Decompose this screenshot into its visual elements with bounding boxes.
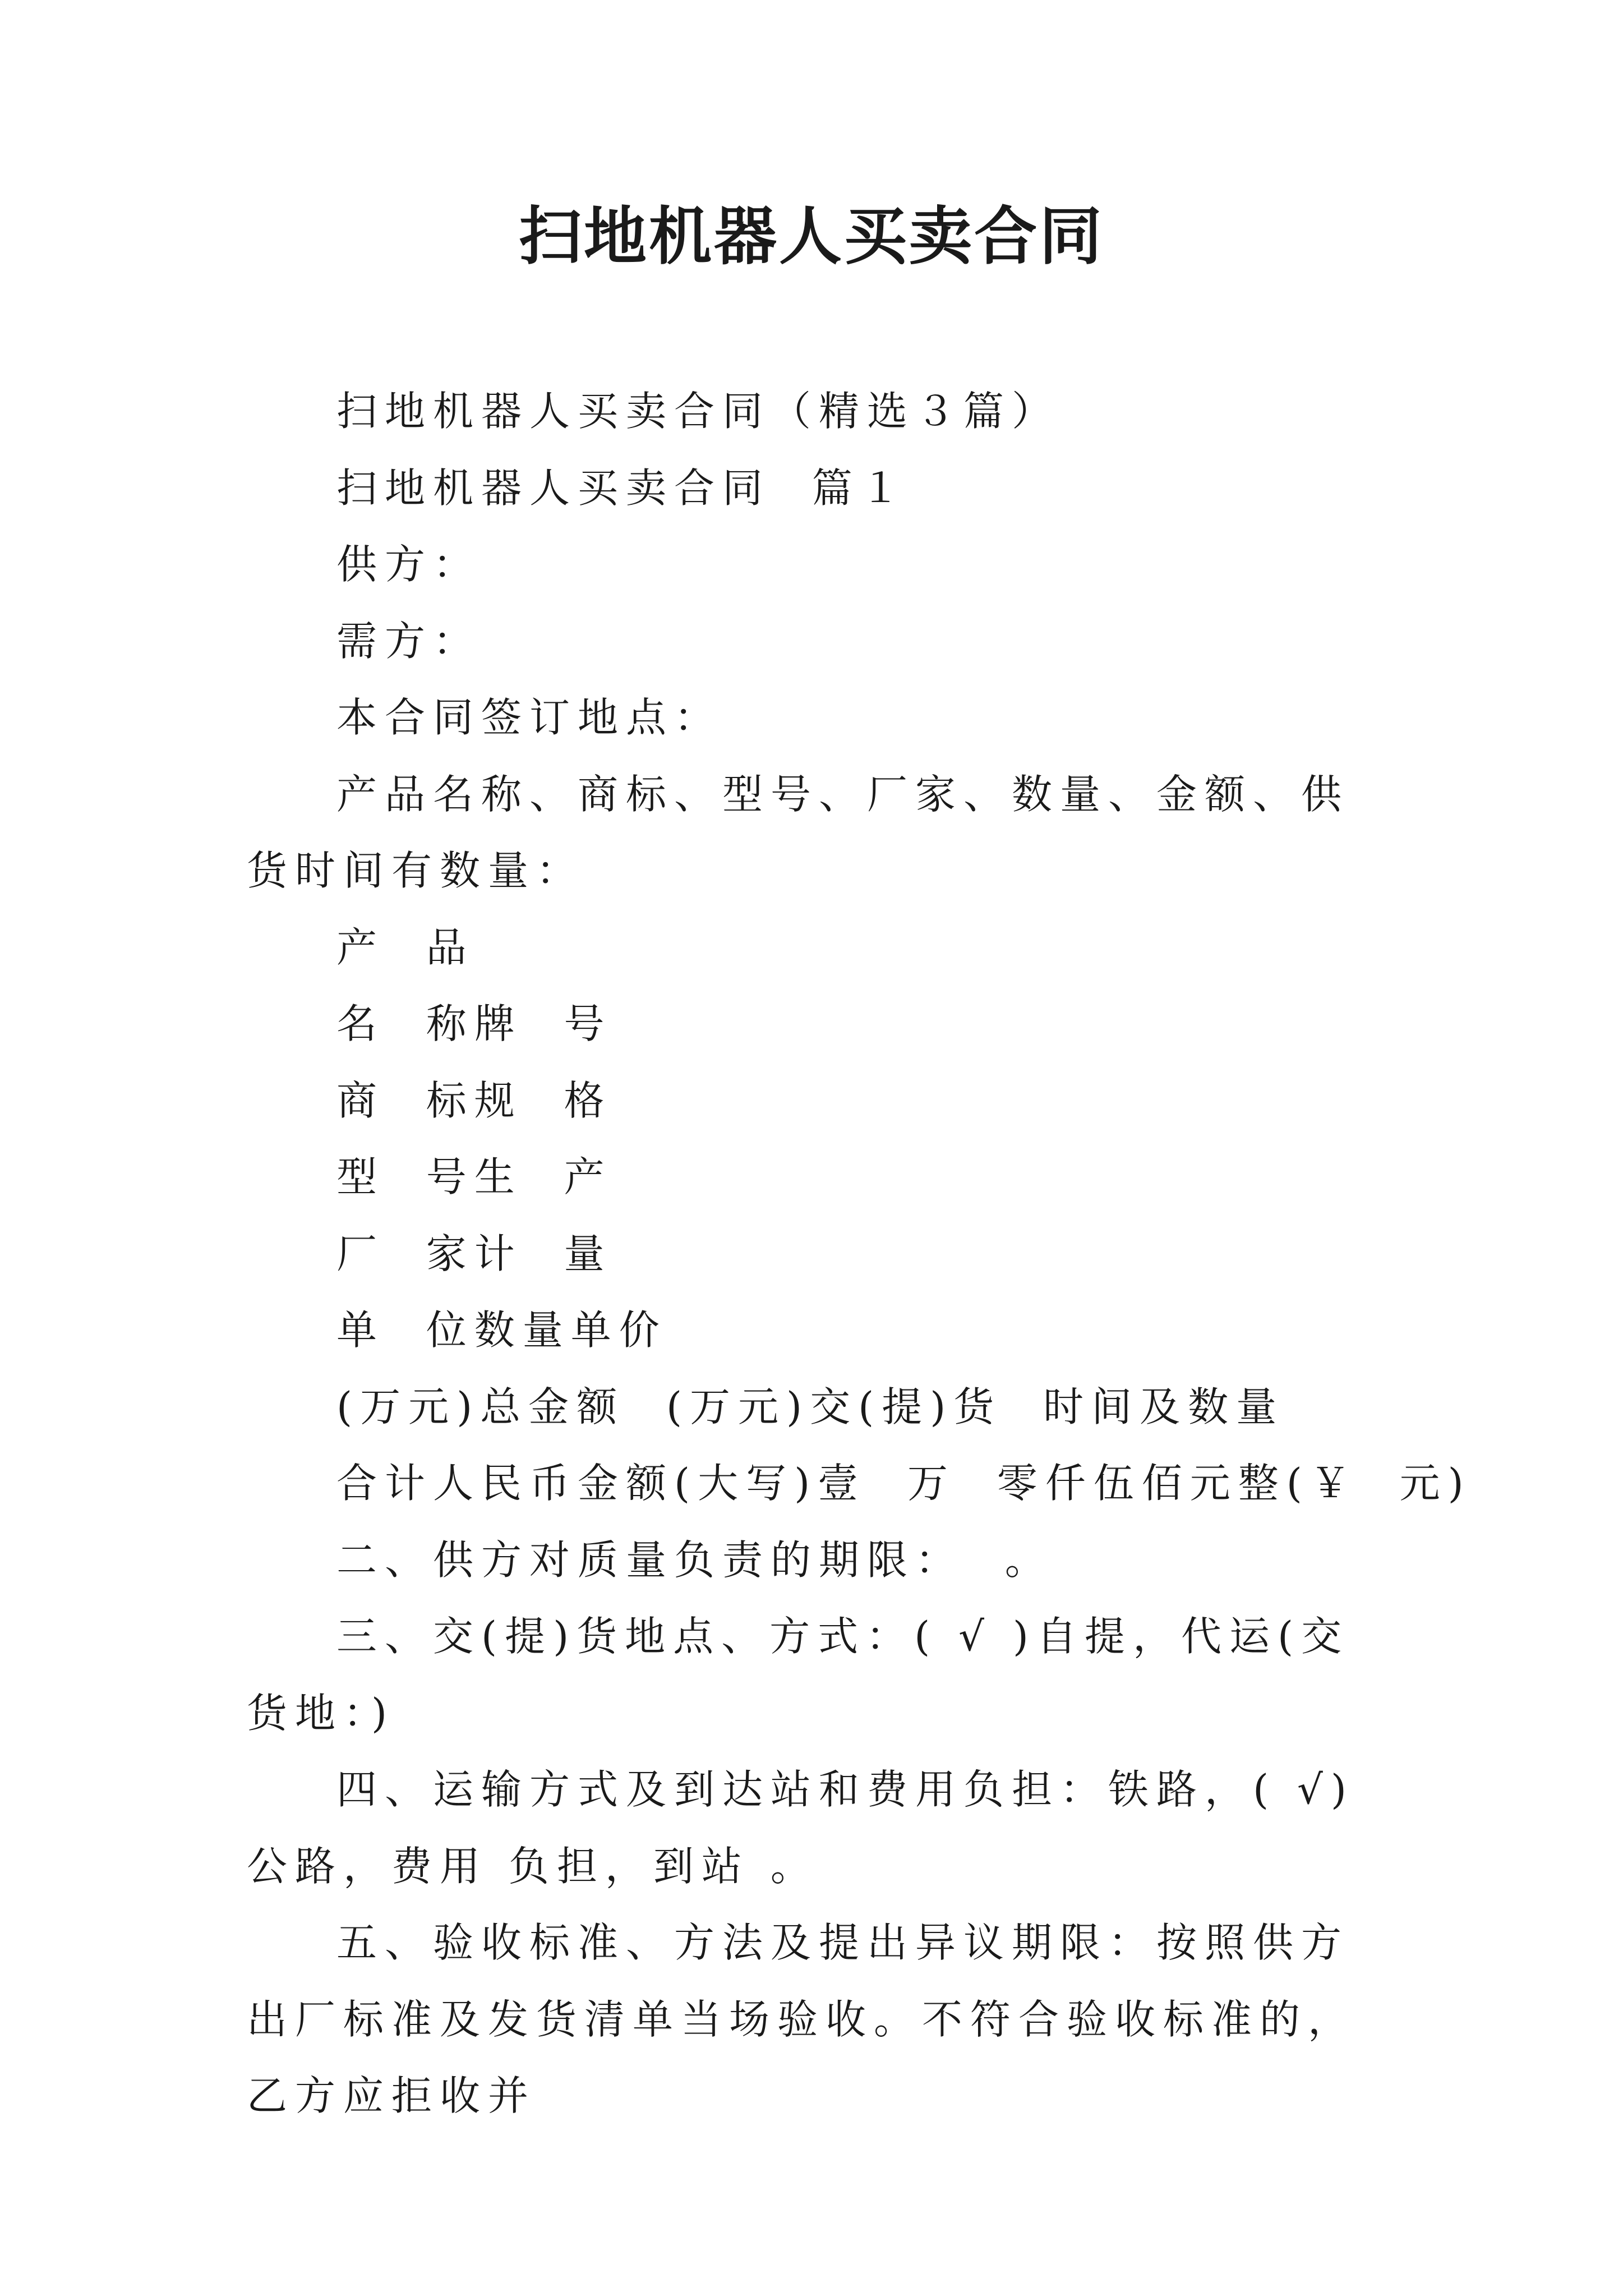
- paragraph-clause-2: 二、供方对质量负责的期限： 。: [336, 1536, 1053, 1584]
- paragraph-table-row: 型 号生 产: [336, 1153, 612, 1200]
- paragraph-clause-4: 四、运输方式及到达站和费用负担：铁路，( √)公路，费用 负担，到站 。: [247, 1766, 1354, 1890]
- paragraph-total-amount: 合计人民币金额(大写)壹 万 零仟伍佰元整(￥ 元): [336, 1460, 1472, 1507]
- paragraph-section-heading: 扫地机器人买卖合同 篇１: [336, 464, 909, 512]
- paragraph-table-row: 产 品: [336, 923, 474, 971]
- paragraph-supplier: 供方：: [336, 541, 482, 588]
- paragraph-subtitle: 扫地机器人买卖合同（精选３篇）: [336, 388, 1061, 435]
- paragraph-table-row: 名 称牌 号: [336, 1000, 612, 1047]
- paragraph-table-row: 单 位数量单价: [336, 1306, 667, 1354]
- paragraph-clause-5: 五、验收标准、方法及提出异议期限：按照供方出厂标准及发货清单当场验收。不符合验收标准的，乙方应拒收并: [247, 1919, 1357, 2119]
- paragraph-table-row: 厂 家计 量: [336, 1230, 612, 1277]
- paragraph-signing-place: 本合同签订地点：: [336, 694, 723, 741]
- document-body: [247, 373, 1472, 2134]
- document-title: 扫地机器人买卖合同: [519, 200, 1104, 273]
- paragraph-table-row: (万元)总金额 (万元)交(提)货 时间及数量: [336, 1383, 1285, 1430]
- paragraph-table-row: 商 标规 格: [336, 1076, 612, 1124]
- paragraph-clause-3: 三、交(提)货地点、方式：( √ )自提，代运(交货地：): [247, 1613, 1350, 1737]
- paragraph-buyer: 需方：: [336, 617, 482, 665]
- paragraph-product-info: 产品名称、商标、型号、厂家、数量、金额、供货时间有数量：: [247, 770, 1350, 894]
